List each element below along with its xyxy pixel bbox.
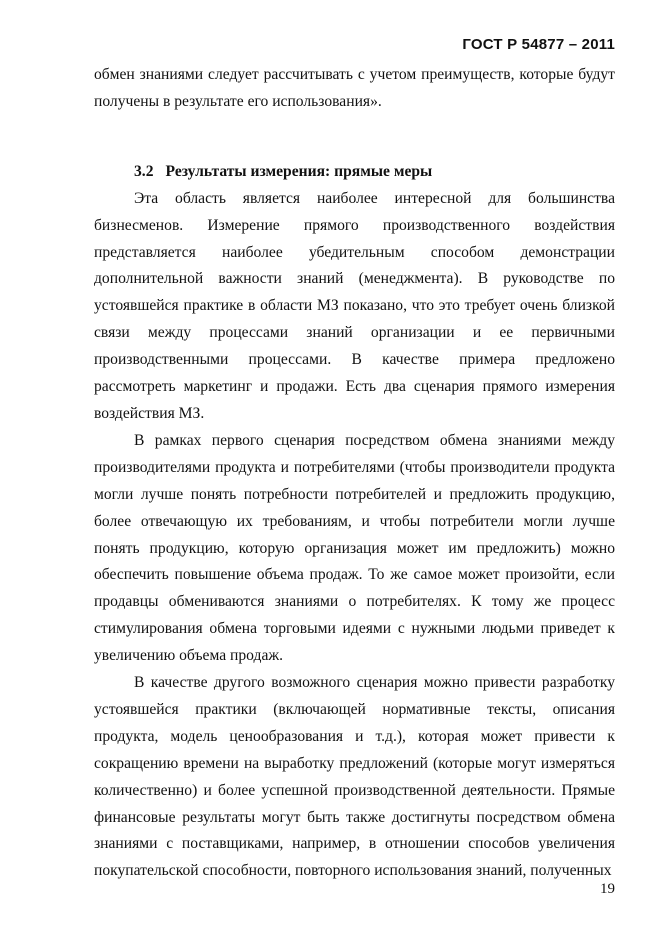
document-body (94, 62, 615, 885)
body-paragraph-3: В качестве другого возможного сценария можно привести разработку устоявшейся практики (включающей нормативные тексты, описания продукта, модель ценообразования и т.д.), которая может привести к сокращению времени на выработку предложений (которые могут измеряться количественно) и более успешной производственной деятельности. Прямые финансовые результаты могут быть также достигнуты посредством обмена знаниями с поставщиками, например, в отношении способов увеличения покупательской способности, повторного использования знаний, полученных (94, 674, 615, 880)
continuation-paragraph: обмен знаниями следует рассчитывать с учетом преимуществ, которые будут получены в результате его использования». (94, 66, 615, 110)
standard-header: ГОСТ Р 54877 – 2011 (462, 36, 615, 53)
body-paragraph-2: В рамках первого сценария посредством обмена знаниями между производителями продукта и потребителями (чтобы производители продукта могли лучше понять потребности потребителей и предложить продукцию, более отвечающую их требованиям, и чтобы потребители могли лучше понять продукцию, которую организация может им предложить) можно обеспечить повышение объема продаж. То же самое может произойти, если продавцы обмениваются знаниями о потребителях. К тому же процесс стимулирования обмена торговыми идеями с нужными людьми приведет к увеличению объема продаж. (94, 431, 615, 665)
page-number: 19 (600, 881, 615, 897)
body-paragraph-1: Эта область является наиболее интересной для большинства бизнесменов. Измерение прямого производственного воздействия представляется наиболее убедительным способом демонстрации дополнительной важности знаний (менеджмента). В руководстве по устоявшейся практике в области МЗ показано, что это требует очень близкой связи между процессами знаний организации и ее первичными производственными процессами. В качестве примера предложено рассмотреть маркетинг и продажи. Есть два сценария прямого измерения воздействия МЗ. (94, 189, 615, 422)
section-number: 3.2 (134, 162, 154, 180)
section-heading (94, 159, 615, 186)
section-title: Результаты измерения: прямые меры (165, 162, 433, 180)
